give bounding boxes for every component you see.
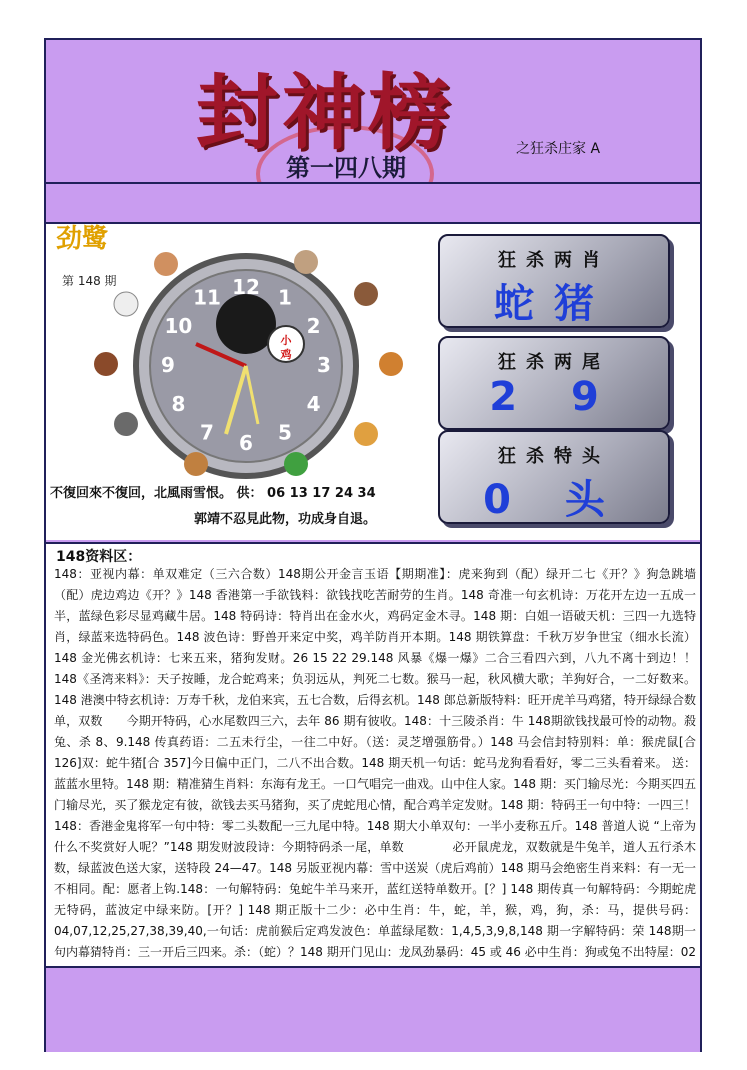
zodiac-clock-illustration: [46, 224, 432, 480]
zodiac-animal-icon: [294, 250, 318, 274]
clock-number: 5: [278, 420, 292, 445]
divider-band: [46, 182, 700, 224]
couplet-line-1: 不復回來不復回，北風雨雪恨。 供： 06 13 17 24 34: [50, 486, 376, 501]
issue-number: 第一四八期: [286, 154, 406, 182]
subtitle: 之狂杀庄家 A: [516, 141, 601, 157]
zodiac-animal-icon: [379, 352, 403, 376]
prediction-cards: [432, 224, 700, 540]
zodiac-clock-panel: [46, 224, 432, 540]
zodiac-animal-icon: [284, 452, 308, 476]
clock-number: 4: [306, 392, 321, 416]
card-value: 蛇猪: [494, 281, 614, 327]
dial-issue: 第 148 期: [62, 274, 117, 288]
card-value: 2 9: [489, 374, 619, 420]
poster-frame: [44, 38, 702, 1052]
clock-number: 1: [278, 285, 292, 310]
center-text-1: 小: [280, 334, 292, 347]
zodiac-animal-icon: [354, 422, 378, 446]
card-value: 0 头: [483, 477, 625, 523]
clock-number: 12: [232, 275, 260, 299]
clock-number: 6: [239, 431, 253, 455]
card-caption: 狂杀两尾: [498, 352, 610, 373]
zodiac-animal-icon: [154, 252, 178, 276]
card-kill-special-head: [438, 430, 670, 524]
clock-number: 10: [164, 314, 193, 338]
zodiac-animal-icon: [94, 352, 118, 376]
card-caption: 狂杀两肖: [498, 250, 610, 271]
data-body: 148：亚视内幕：单双难定（三六合数）148期公开金言玉语【期期准】：虎来狗到（配）绿开二七《开？》狗急跳墙（配）虎边鸡边《开？》148 香港第一手欲钱料：欲钱找吃苦耐劳的生肖。148 奇准一句玄机诗：万花开左边一五成一半，蓝绿色彩尽显鸡藏牛居。148 特码诗：特肖出在金水火，鸡码定金木寻。148 期：白姐一语破天机：三四一九选特肖，绿蓝来选特码色。148 波色诗：野兽开来定中奖，鸡羊防肖开本期。148 期铁算盘：千秋万岁争世宝（细水长流）148 金光佛玄机诗：七来五来，猪狗发财。26 15 22 29.148 风暴《爆一爆》二合三看四六到，八九不离十到边！！148《圣湾来料》：天子按睡，龙合蛇鸡来；负羽远从，判死二七数。猴马一起，秋风横大歌；羊狗好合，一二好数来。148 港澳中特玄机诗：万寿千秋，龙伯来宾，五七合数，后得玄机。148 郎总新版特料：旺开虎羊马鸡猪，特开绿绿合数单，双数 今期开特码，心水尾数四三六，去年 86 期有彼收。148：十三陵杀肖：牛 148期欲钱找最可怜的动物。殺兔、杀 8、9.148 传真药语：二五未行尘，一往二中好。（送：灵芝增强筋骨。）148 马会信封特别料：单：猴虎鼠[合 126]双：蛇牛猪[合 357]今日偏中正门，二八不出合数。148 期天机一句话：蛇马龙狗看看好，零二三头看着来。 送：蓝蓝水里特。148 期：精准猜生肖料：东海有龙王。一口气唱完一曲戏。山中住人家。148 期：买门输尽光：今期买四五门输尽光，买了猴龙定有彼，欲钱去买马猪狗，买了虎蛇甩心情，配合鸡羊定发财。148 期：特码王一句中特：一四三！148：香港金鬼将军一句中特：零二头数配一三九尾中特。148 期大小单双句：一半小麦称五斤。148 普道人说 “上帝为什么不奖赏好人呢？”148 期发财波段诗：今期特码杀一尾，单数 必开鼠虎龙，双数就是牛兔羊，道人五行杀木数，绿蓝波色送大家，送特段 24—47。148 另版亚视内幕：雪中送炭（虎后鸡前）148 期马会绝密生肖来料：有一无一不相同。配：愿者上钩.148：一句解特码：兔蛇牛羊马来开，蓝红送特单数开。[？] 148 期传真一句解特码：今期蛇虎无特码，蓝波定中绿来防。[开？] 148 期正版十二少：必中生肖：牛，蛇，羊，猴，鸡，狗，杀：马，提供号码：04,07,12,25,27,38,39,40,一句话：虎前猴后定鸡发波色：单蓝绿尾数：1,4,5,3,9,8,148 期一字解特码：荣 148期一句内幕猜特肖：三一开后三四来。杀：（蛇）？148 期开门见山：龙凤劲暴码：45 或 46 必中生肖：狗或兔不出特屋：02: [54, 567, 696, 959]
clock-number: 7: [200, 420, 214, 445]
card-kill-two-zodiacs: [438, 234, 670, 328]
clock-number: 8: [171, 392, 186, 416]
couplet-line-2: 郭靖不忍見此物，功成身自退。: [194, 512, 377, 527]
card-kill-two-tails: [438, 336, 670, 430]
footer-band: [46, 966, 700, 1052]
clock-number: 9: [161, 353, 175, 377]
zodiac-animal-icon: [354, 282, 378, 306]
zodiac-animal-icon: [184, 452, 208, 476]
zodiac-animal-icon: [114, 412, 138, 436]
data-section: [46, 542, 700, 968]
clock-number: 2: [306, 314, 321, 338]
card-caption: 狂杀特头: [498, 446, 610, 467]
data-title: 148资料区：: [56, 549, 142, 565]
clock-subdial: [216, 294, 276, 354]
dial-label: 劲鹭: [56, 224, 109, 254]
clock-number: 11: [193, 285, 221, 310]
page-title: 封神榜: [196, 65, 455, 161]
header-band: [46, 40, 700, 182]
zodiac-animal-icon: [114, 292, 138, 316]
clock-number: 3: [317, 353, 331, 377]
center-text-2: 鸡: [280, 348, 292, 361]
